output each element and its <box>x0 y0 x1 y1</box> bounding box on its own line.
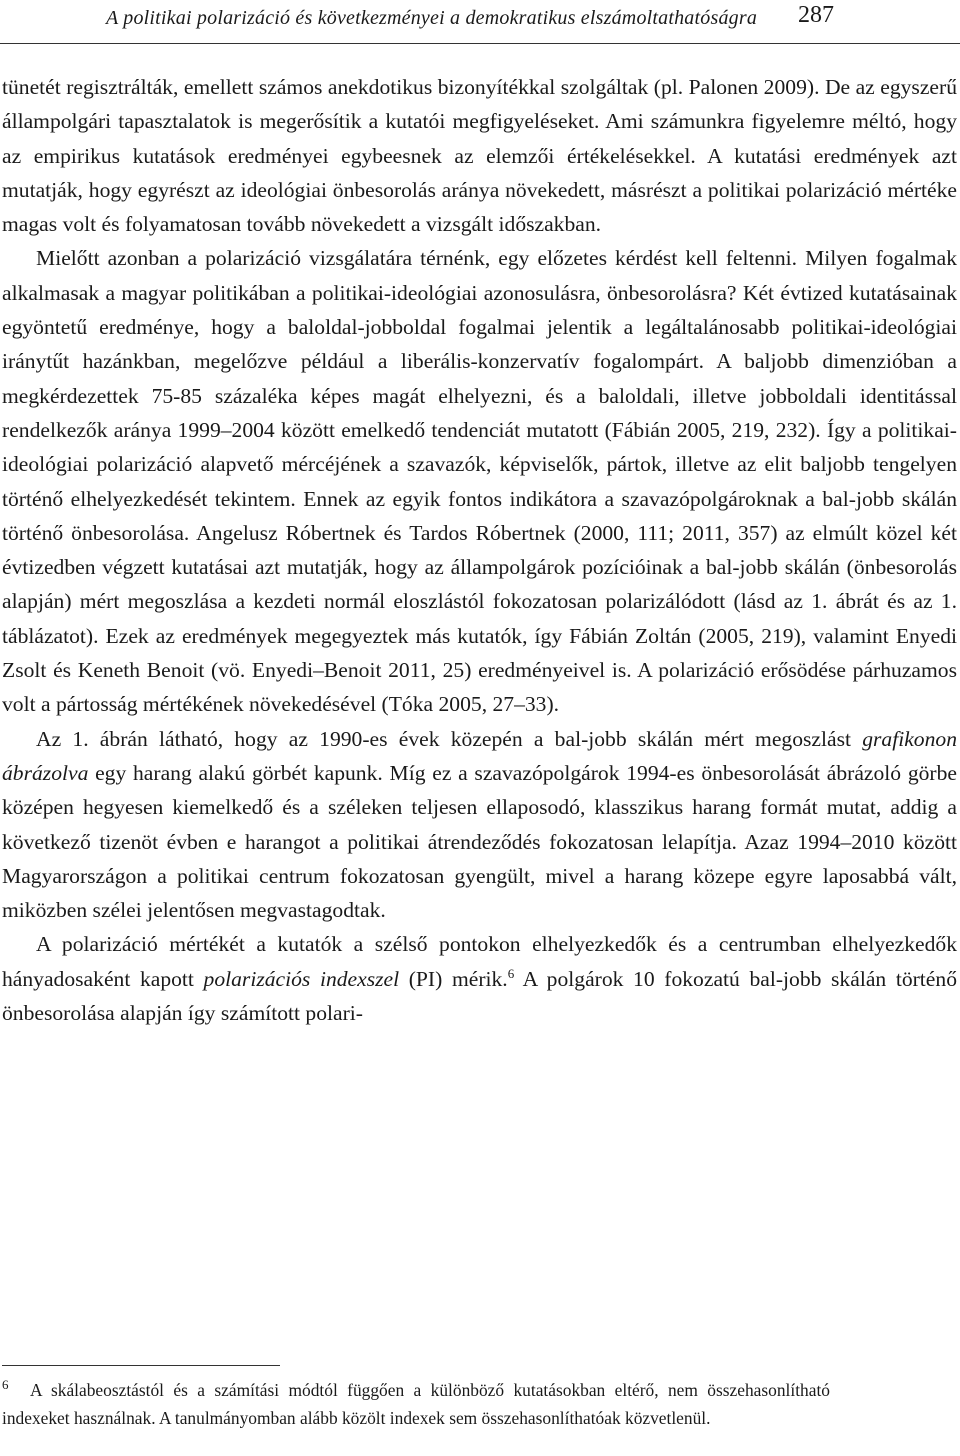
text-run: A polarizáció mértékét a kutatók a szélső pontokon elhelyezkedők és a centrumban elhelyezkedők hányadosaként kapott <box>2 932 957 991</box>
italic-term: polarizációs indexszel <box>203 966 400 991</box>
paragraph <box>2 70 957 241</box>
italic-term: grafikonon ábrázolva <box>2 726 957 785</box>
body-text <box>2 70 957 1030</box>
footnote-text: A skálabeosztástól és a számítási módtól függően a különböző kutatásokban eltérő, nem összehasonlítható indexeket használnak. A tanulmányomban alább közölt indexek sem összehasonlíthatóak közvetlenül. <box>2 1380 830 1428</box>
paragraph <box>2 722 957 928</box>
footnote-divider <box>2 1365 280 1366</box>
footnote-reference: 6 <box>507 965 515 981</box>
text-run: Mielőtt azonban a polarizáció vizsgálatára térnénk, egy előzetes kérdést kell feltenni. Milyen fogalmak alkalmasak a magyar politikában a politikai-ideológiai azonosulásra, önbesorolásra? Két évtized kutatásainak egyöntetű eredménye, hogy a baloldal-jobboldal fogalmai jelentik a legáltalánosabb politikai-ideológiai iránytűt hazánkban, megelőzve például a liberális-konzervatív fogalompárt. A baljobb dimenzióban a megkérdezettek 75-85 százaléka képes magát elhelyezni, és a baloldali, illetve jobboldali identitással rendelkezők aránya 1999–2004 között emelkedő tendenciát mutatott (Fábián 2005, 219, 232). Így a politikai-ideológiai polarizáció alapvető mércéjének a szavazók, képviselők, pártok, illetve az elit baljobb tengelyen történő elhelyezkedését tekintem. Ennek az egyik fontos indikátora a szavazópolgároknak a bal-jobb skálán történő önbesorolása. Angelusz Róbertnek és Tardos Róbertnek (2000, 111; 2011, 357) az elmúlt közel két évtizedben végzett kutatásai azt mutatják, hogy az állampolgárok pozícióinak a bal-jobb skálán (önbesorolás alapján) mért megoszlása a kezdeti normál eloszlástól fokozatosan polarizálódott (lásd az 1. ábrát és az 1. táblázatot). Ezek az eredmények megegyeztek más kutatók, így Fábián Zoltán (2005, 219), valamint Enyedi Zsolt és Keneth Benoit (vö. Enyedi–Benoit 2011, 25) eredményeivel is. A polarizáció erősödése párhuzamos volt a pártosság mértékének növekedésével (Tóka 2005, 27–33). <box>2 246 957 717</box>
text-run: egy harang alakú görbét kapunk. Míg ez a szavazópolgárok 1994-es önbesorolását ábrázoló görbe középen hegyesen kiemelkedő és a széleken teljesen ellaposodó, klasszikus harang formát mutat, addig a következő tizenöt évben e harangot a politikai átrendeződés fokozatosan lelapítja. Azaz 1994–2010 között Magyarországon a politikai centrum fokozatosan gyengült, mivel a harang közepe egyre laposabbá vált, miközben szélei jelentősen megvastagodtak. <box>2 760 957 923</box>
running-header-title: A politikai polarizáció és következményei a demokratikus elszámoltathatóságra <box>106 7 758 29</box>
paragraph <box>2 241 957 721</box>
text-run: A polgárok 10 fokozatú bal-jobb skálán történő önbesorolása alapján így számított polari- <box>2 966 957 1026</box>
running-header <box>0 0 960 44</box>
footnote: 6 A skálabeosztástól és a számítási módtól függően a különböző kutatásokban eltérő, nem összehasonlítható indexeket használnak. A tanulmányomban alább közölt indexek sem összehasonlíthatóak közvetlenül. <box>2 1377 830 1428</box>
text-run: tünetét regisztrálták, emellett számos anekdotikus bizonyítékkal szolgáltak (pl. Palonen 2009). De az egyszerű állampolgári tapasztalatok is megerősítik a kutatói megfigyeléseket. Ami számunkra figyelemre méltó, hogy az empirikus kutatások eredményei egybeesnek az elemzői értékelésekkel. A kutatási eredmények azt mutatják, hogy egyrészt az ideológiai önbesorolás aránya növekedett, másrészt a politikai polarizáció mértéke magas volt és folyamatosan tovább növekedett a vizsgált időszakban. <box>2 75 957 237</box>
page-number: 287 <box>798 2 834 28</box>
paragraph <box>2 927 957 1030</box>
text-run: (PI) mérik. <box>399 966 508 991</box>
text-run: Az 1. ábrán látható, hogy az 1990-es évek közepén a bal-jobb skálán mért megoszlást <box>36 726 863 751</box>
